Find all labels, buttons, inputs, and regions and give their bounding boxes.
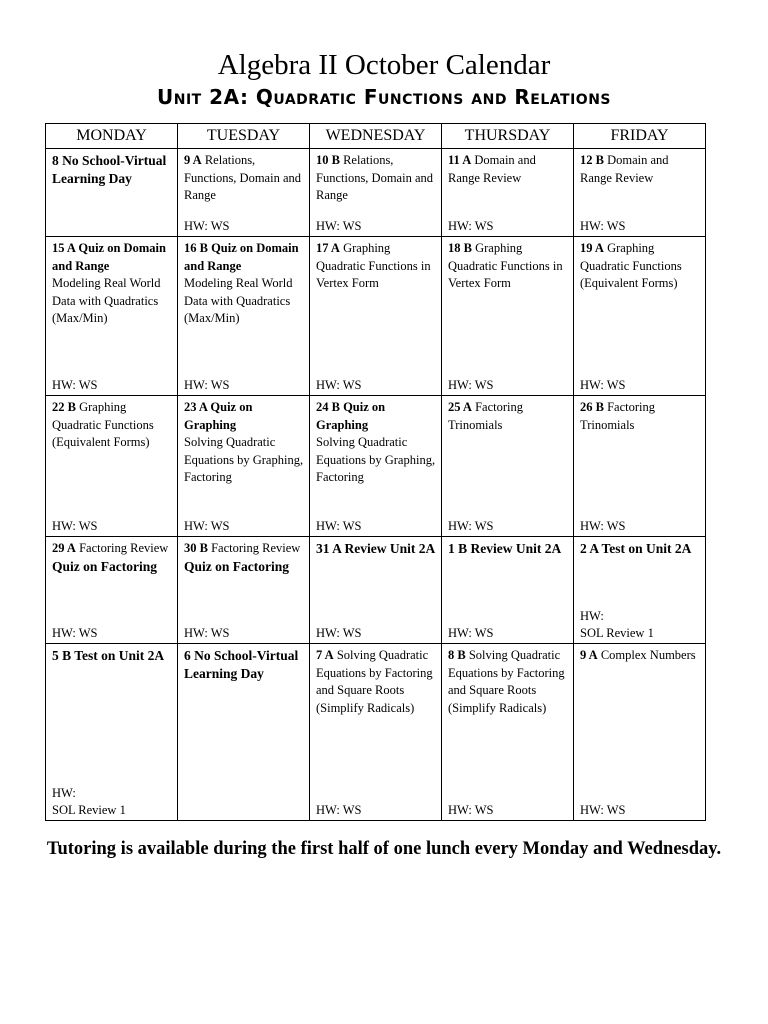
day-description [52,240,173,328]
homework-note [448,802,493,819]
lesson-topic: Relations, Functions, Domain and Range [316,153,434,202]
homework-label: HW: [52,786,76,800]
day-cell-content [442,237,573,395]
lesson-topic: Solving Quadratic Equations by Factoring and Square Roots (Simplify Radicals) [316,648,433,715]
day-cell-content [574,537,705,643]
homework-label: HW: WS [316,519,362,533]
lesson-topic: Complex Numbers [597,648,696,662]
homework-label: HW: WS [448,519,494,533]
day-cell-content [178,396,309,536]
day-description [580,240,701,293]
day-cell-content [178,644,309,820]
day-cell-content [574,149,705,236]
day-cell-content [178,149,309,236]
homework-note [448,625,493,642]
homework-label: HW: WS [184,519,230,533]
day-description [52,540,173,575]
lesson-topic: Factoring Trinomials [448,400,524,432]
homework-label: HW: WS [580,519,626,533]
day-description [316,540,437,558]
day-cell [178,396,310,537]
lesson-topic: Factoring Review [75,541,169,555]
homework-label: HW: WS [448,626,494,640]
day-description [316,399,437,487]
homework-detail: SOL Review 1 [580,626,654,640]
day-description [448,540,569,558]
lesson-topic: Relations, Functions, Domain and Range [184,153,302,202]
day-cell-content [574,396,705,536]
day-heading: 7 A [316,648,334,662]
day-description [184,399,305,487]
day-cell [178,537,310,644]
homework-note [316,802,361,819]
day-cell [310,537,442,644]
day-cell-content [310,237,441,395]
day-heading: 25 A [448,400,472,414]
day-heading: 23 A Quiz on Graphing [184,400,253,432]
day-heading: 31 A Review Unit 2A [316,541,436,556]
unit-subtitle: Unit 2A: Quadratic Functions and Relations [157,85,611,109]
day-cell [178,237,310,396]
day-description [316,647,437,717]
day-description [52,647,173,665]
quiz-label: Quiz on Factoring [184,558,289,574]
day-cell [442,149,574,237]
week-row [46,644,706,821]
day-cell [442,396,574,537]
day-description [580,540,701,558]
week-row [46,149,706,237]
day-cell [574,396,706,537]
day-heading: 9 A [580,648,598,662]
day-cell-content [310,537,441,643]
day-description [184,647,305,683]
week-row [46,237,706,396]
day-heading: 2 A Test on Unit 2A [580,541,692,556]
day-cell [442,644,574,821]
page-title: Algebra II October Calendar [217,49,551,81]
week-row [46,537,706,644]
day-heading: 6 No School-Virtual Learning Day [184,648,299,681]
day-cell [310,237,442,396]
day-heading: 8 No School-Virtual Learning Day [52,153,167,186]
day-cell-content [442,396,573,536]
homework-note [184,377,229,394]
homework-note [52,377,97,394]
day-cell [310,396,442,537]
homework-note [448,377,493,394]
homework-note [316,377,361,394]
lesson-topic: Graphing Quadratic Functions (Equivalent Forms) [52,400,154,449]
day-heading: 22 B [52,400,76,414]
day-cell-content [46,237,177,395]
lesson-topic: Graphing Quadratic Functions in Vertex Form [316,241,431,290]
homework-note [184,218,229,235]
day-cell-content [310,149,441,236]
day-heading: 12 B [580,153,604,167]
day-heading: 26 B [580,400,604,414]
homework-label: HW: WS [52,519,98,533]
lesson-topic: Modeling Real World Data with Quadratics (Max/Min) [52,276,161,325]
day-cell [46,149,178,237]
day-heading: 29 A [52,541,76,555]
day-heading: 30 B [184,541,208,555]
day-heading: 19 A [580,241,604,255]
lesson-topic: Solving Quadratic Equations by Graphing, Factoring [184,435,304,484]
day-cell-content [46,537,177,643]
day-description [448,399,569,434]
homework-label: HW: WS [316,626,362,640]
day-cell [574,149,706,237]
day-heading: 5 B Test on Unit 2A [52,648,165,663]
day-heading: 11 A [448,153,472,167]
homework-label: HW: WS [184,378,230,392]
homework-note [184,625,229,642]
homework-note [580,802,625,819]
homework-label: HW: WS [52,626,98,640]
homework-detail: SOL Review 1 [52,803,126,817]
day-cell [178,644,310,821]
lesson-topic: Factoring Trinomials [580,400,656,432]
day-cell [46,237,178,396]
homework-label: HW: [580,609,604,623]
lesson-topic: Graphing Quadratic Functions in Vertex Form [448,241,563,290]
day-description [52,152,173,188]
day-cell-content [46,396,177,536]
day-description [580,152,701,187]
day-cell [574,237,706,396]
day-header-monday: MONDAY [46,124,178,149]
day-heading: 9 A [184,153,202,167]
day-cell [442,537,574,644]
day-cell-content [442,537,573,643]
homework-note [580,518,625,535]
day-cell-content [574,237,705,395]
day-description [184,540,305,575]
day-cell [310,149,442,237]
lesson-topic: Modeling Real World Data with Quadratics (Max/Min) [184,276,293,325]
lesson-topic: Factoring Review [207,541,301,555]
day-cell [178,149,310,237]
day-cell-content [574,644,705,820]
day-header-wednesday: WEDNESDAY [310,124,442,149]
homework-note [316,625,361,642]
day-heading: 10 B [316,153,340,167]
day-cell-content [178,537,309,643]
homework-label: HW: WS [316,219,362,233]
homework-label: HW: WS [448,803,494,817]
day-header-friday: FRIDAY [574,124,706,149]
day-cell-content [178,237,309,395]
homework-note [448,218,493,235]
day-cell [46,396,178,537]
day-heading: 8 B [448,648,466,662]
day-heading: 17 A [316,241,340,255]
day-description [316,240,437,293]
day-cell [310,644,442,821]
day-cell [574,644,706,821]
day-heading: 1 B Review Unit 2A [448,541,562,556]
day-cell-content [442,644,573,820]
day-heading: 16 B Quiz on Domain and Range [184,241,299,273]
lesson-topic: Solving Quadratic Equations by Factoring and Square Roots (Simplify Radicals) [448,648,565,715]
day-header-tuesday: TUESDAY [178,124,310,149]
homework-note [448,518,493,535]
day-description [448,240,569,293]
homework-label: HW: WS [448,219,494,233]
homework-label: HW: WS [184,626,230,640]
homework-label: HW: WS [580,803,626,817]
homework-label: HW: WS [184,219,230,233]
homework-note [52,625,97,642]
homework-note [184,518,229,535]
calendar-body [46,149,706,821]
day-cell [46,537,178,644]
day-cell [574,537,706,644]
day-cell [46,644,178,821]
week-row [46,396,706,537]
day-description [184,240,305,328]
lesson-topic: Graphing Quadratic Functions (Equivalent Forms) [580,241,682,290]
day-heading: 15 A Quiz on Domain and Range [52,241,166,273]
tutoring-note: Tutoring is available during the first half of one lunch every Monday and Wednesday. [46,839,722,859]
day-cell-content [310,396,441,536]
homework-label: HW: WS [580,378,626,392]
homework-label: HW: WS [448,378,494,392]
day-header-thursday: THURSDAY [442,124,574,149]
weekday-header-row [46,124,706,149]
quiz-label: Quiz on Factoring [52,558,157,574]
day-description [448,647,569,717]
day-cell-content [442,149,573,236]
homework-note [580,608,654,642]
homework-note [52,785,126,819]
lesson-topic: Solving Quadratic Equations by Graphing, Factoring [316,435,436,484]
day-cell-content [46,149,177,236]
homework-label: HW: WS [52,378,98,392]
homework-note [52,518,97,535]
day-heading: 24 B Quiz on Graphing [316,400,386,432]
calendar-table [45,123,706,821]
homework-note [580,377,625,394]
homework-label: HW: WS [580,219,626,233]
homework-note [580,218,625,235]
day-heading: 18 B [448,241,472,255]
day-description [52,399,173,452]
lesson-topic: Domain and Range Review [448,153,536,185]
homework-label: HW: WS [316,803,362,817]
day-cell [442,237,574,396]
day-description [184,152,305,205]
homework-note [316,518,361,535]
homework-note [316,218,361,235]
day-description [580,647,701,665]
day-description [448,152,569,187]
homework-label: HW: WS [316,378,362,392]
day-description [580,399,701,434]
day-cell-content [310,644,441,820]
day-description [316,152,437,205]
day-cell-content [46,644,177,820]
lesson-topic: Domain and Range Review [580,153,669,185]
